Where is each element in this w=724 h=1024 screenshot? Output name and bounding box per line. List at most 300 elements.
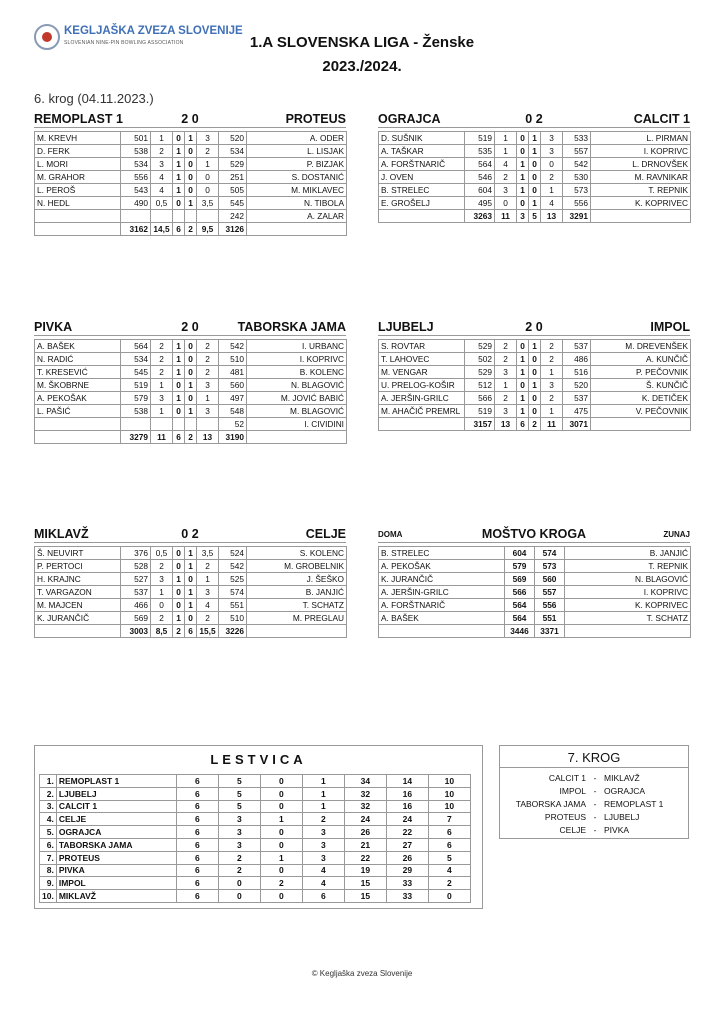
table-cell: 0 (173, 586, 185, 599)
standings-cell: 9. (40, 877, 57, 890)
logo-title: KEGLJAŠKA ZVEZA SLOVENIJE (64, 25, 243, 37)
total-cell: 2 (185, 223, 197, 236)
table-row (35, 392, 347, 405)
table-cell: A. BAŠEK (35, 340, 121, 353)
table-cell: 557 (563, 145, 591, 158)
standings-cell: IMPOL (56, 877, 176, 890)
table-cell: 528 (121, 560, 151, 573)
standings-cell: 0 (260, 864, 302, 877)
total-cell: 5 (529, 210, 541, 223)
table-cell: 1 (529, 340, 541, 353)
table-cell: 1 (173, 353, 185, 366)
standings-cell: 15 (344, 890, 386, 903)
table-cell: 0 (529, 184, 541, 197)
table-cell: I. URBANC (247, 340, 347, 353)
next-away-team: REMOPLAST 1 (604, 799, 664, 809)
table-cell: 574 (219, 586, 247, 599)
table-cell: 1 (173, 171, 185, 184)
table-cell: 0 (517, 197, 529, 210)
total-cell: 3190 (219, 431, 247, 444)
pair-dash: - (593, 799, 597, 809)
total-cell: 13 (495, 418, 517, 431)
pair-dash: - (593, 812, 597, 822)
logo-subtitle: SLOVENIAN NINE-PIN BOWLING ASSOCIATION (64, 40, 184, 46)
standings-cell: 0 (428, 890, 470, 903)
table-cell: 0 (517, 340, 529, 353)
table-cell: M. AHAČIČ PREMRL (379, 405, 465, 418)
total-row (35, 431, 347, 444)
table-cell: 551 (535, 612, 565, 625)
away-team: IMPOL (650, 320, 690, 334)
table-cell (247, 223, 347, 236)
table-cell: A. JERŠIN-GRILC (379, 586, 505, 599)
standings-cell: 32 (344, 800, 386, 813)
table-cell: 4 (495, 158, 517, 171)
table-row (379, 158, 691, 171)
standings-cell: 2 (218, 864, 260, 877)
standings-cell: 5 (218, 800, 260, 813)
match-header (34, 110, 346, 128)
table-cell: 537 (121, 586, 151, 599)
standings-cell: PIVKA (56, 864, 176, 877)
table-cell: 497 (219, 392, 247, 405)
table-cell: 535 (465, 145, 495, 158)
table-cell: 524 (219, 547, 247, 560)
table-cell: 1 (529, 132, 541, 145)
table-cell: 1 (197, 573, 219, 586)
table-cell: 242 (219, 210, 247, 223)
divider (500, 767, 688, 768)
standings-cell: MIKLAVŽ (56, 890, 176, 903)
standings-cell: 22 (386, 826, 428, 839)
standings-cell: 6 (428, 826, 470, 839)
table-cell: M. MIKLAVEC (247, 184, 347, 197)
standings-cell: 7 (428, 813, 470, 826)
standings-cell: 3 (218, 813, 260, 826)
table-cell: 4 (151, 171, 173, 184)
table-cell: M. DREVENŠEK (591, 340, 691, 353)
table-cell: T. LAHOVEC (379, 353, 465, 366)
table-cell: 1 (517, 405, 529, 418)
table-cell: V. PEČOVNIK (591, 405, 691, 418)
table-cell: 0 (185, 612, 197, 625)
table-cell: 1 (517, 158, 529, 171)
table-cell: 573 (563, 184, 591, 197)
table-row (379, 132, 691, 145)
total-cell: 2 (173, 625, 185, 638)
away-team: PROTEUS (285, 112, 346, 126)
table-cell: I. KOPRIVC (591, 145, 691, 158)
table-cell: 0 (529, 366, 541, 379)
match-score: 0 2 (181, 527, 199, 541)
table-row (35, 184, 347, 197)
standings-cell: 4 (302, 877, 344, 890)
table-cell: I. KOPRIVC (247, 353, 347, 366)
table-cell: 466 (121, 599, 151, 612)
table-row (379, 379, 691, 392)
standings-cell: 2 (428, 877, 470, 890)
match-score: 0 2 (525, 112, 543, 126)
table-cell (35, 210, 121, 223)
table-cell: 2 (151, 560, 173, 573)
table-cell: 1 (151, 405, 173, 418)
table-cell: 495 (465, 197, 495, 210)
table-cell: K. JURANČIČ (379, 573, 505, 586)
table-cell: 1 (185, 379, 197, 392)
table-cell: A. JERŠIN-GRILC (379, 392, 465, 405)
table-row (35, 405, 347, 418)
table-cell (379, 418, 465, 431)
table-cell: 537 (563, 392, 591, 405)
table-row (35, 145, 347, 158)
standings-cell: CALCIT 1 (56, 800, 176, 813)
table-cell: 542 (219, 560, 247, 573)
table-cell: N. RADIĆ (35, 353, 121, 366)
match-header (378, 318, 690, 336)
table-cell (35, 625, 121, 638)
total-cell: 13 (541, 210, 563, 223)
table-cell: 604 (465, 184, 495, 197)
table-cell: 0 (541, 158, 563, 171)
table-row (379, 366, 691, 379)
table-row (35, 573, 347, 586)
total-cell: 3226 (219, 625, 247, 638)
standings-cell: 8. (40, 864, 57, 877)
home-team: LJUBELJ (378, 320, 434, 334)
total-cell: 3157 (465, 418, 495, 431)
standings-cell: 6 (176, 813, 218, 826)
standings-cell: 10 (428, 775, 470, 788)
table-cell: P. PEČOVNIK (591, 366, 691, 379)
table-cell: Š. KUNČIČ (591, 379, 691, 392)
table-cell: K. DETIČEK (591, 392, 691, 405)
next-round-title: 7. KROG (567, 750, 621, 765)
table-cell: 0 (185, 573, 197, 586)
table-row (379, 599, 691, 612)
table-cell: D. SUŠNIK (379, 132, 465, 145)
table-cell: 1 (185, 586, 197, 599)
standings-cell: 0 (260, 826, 302, 839)
table-cell: M. GROBELNIK (247, 560, 347, 573)
table-cell: 0 (529, 405, 541, 418)
standings-cell: 3. (40, 800, 57, 813)
standings-cell: 16 (386, 787, 428, 800)
table-cell: 0 (517, 379, 529, 392)
table-cell: 537 (563, 340, 591, 353)
table-cell: 3 (541, 145, 563, 158)
standings-row (40, 813, 471, 826)
table-cell: 0 (151, 599, 173, 612)
table-cell: M. KREVH (35, 132, 121, 145)
table-cell: J. OVEN (379, 171, 465, 184)
table-cell: 560 (219, 379, 247, 392)
table-cell: 2 (197, 612, 219, 625)
standings-row (40, 851, 471, 864)
total-row (379, 210, 691, 223)
table-cell: 520 (563, 379, 591, 392)
table-cell: 0 (517, 145, 529, 158)
table-cell: T. REPNIK (591, 184, 691, 197)
table-cell: 1 (495, 132, 517, 145)
standings-cell: 4 (302, 864, 344, 877)
table-cell: I. CIVIDINI (247, 418, 347, 431)
standings-cell: 26 (386, 851, 428, 864)
match-header (34, 318, 346, 336)
standings-cell: 14 (386, 775, 428, 788)
table-cell: 557 (535, 586, 565, 599)
standings-cell: 1 (260, 851, 302, 864)
table-cell: L. PEROŠ (35, 184, 121, 197)
table-cell: 1 (151, 379, 173, 392)
table-cell: 510 (219, 612, 247, 625)
table-cell: 2 (495, 340, 517, 353)
standings-cell: 16 (386, 800, 428, 813)
table-cell: 542 (563, 158, 591, 171)
table-cell: 569 (121, 612, 151, 625)
total-cell: 3371 (535, 625, 565, 638)
table-row (35, 197, 347, 210)
table-cell: 2 (495, 353, 517, 366)
table-cell: 1 (517, 171, 529, 184)
home-team: MIKLAVŽ (34, 527, 89, 541)
next-round-panel (499, 745, 689, 839)
table-cell: I. KOPRIVC (565, 586, 691, 599)
standings-title: LESTVICA (210, 752, 307, 767)
total-cell: 2 (185, 431, 197, 444)
table-cell: 533 (563, 132, 591, 145)
standings-cell: 5. (40, 826, 57, 839)
table-cell: 3,5 (197, 197, 219, 210)
table-cell: 0 (173, 132, 185, 145)
table-row (379, 560, 691, 573)
total-cell: 3279 (121, 431, 151, 444)
table-cell: S. ROVTAR (379, 340, 465, 353)
table-cell: B. STRELEC (379, 547, 505, 560)
table-cell: A. ZALAR (247, 210, 347, 223)
table-cell: M. JOVIĆ BABIĆ (247, 392, 347, 405)
footer: © Kegljaška zveza Slovenije (311, 969, 413, 978)
total-cell: 14,5 (151, 223, 173, 236)
table-cell: 560 (535, 573, 565, 586)
match-table (34, 546, 347, 638)
table-cell: 564 (505, 612, 535, 625)
away-team: CALCIT 1 (633, 112, 690, 126)
table-cell: 564 (465, 158, 495, 171)
table-cell: 1 (197, 392, 219, 405)
table-cell: 564 (505, 599, 535, 612)
standings-row (40, 826, 471, 839)
table-cell: 2 (151, 145, 173, 158)
table-cell: 534 (121, 353, 151, 366)
home-team: PIVKA (34, 320, 73, 334)
match-table (34, 131, 347, 236)
standings-row (40, 890, 471, 903)
table-cell (121, 418, 151, 431)
total-cell: 11 (541, 418, 563, 431)
table-cell: 4 (151, 184, 173, 197)
table-cell: 0 (173, 547, 185, 560)
table-cell: H. KRAJNC (35, 573, 121, 586)
table-row (379, 612, 691, 625)
table-cell: 1 (541, 184, 563, 197)
table-cell: M. BLAGOVIĆ (247, 405, 347, 418)
total-cell: 11 (495, 210, 517, 223)
away-team: CELJE (305, 527, 346, 541)
table-row (379, 392, 691, 405)
standings-cell: 1. (40, 775, 57, 788)
team-of-round-table (378, 546, 691, 638)
standings-cell: 0 (260, 890, 302, 903)
table-cell: B. JANJIĆ (565, 547, 691, 560)
table-cell: 475 (563, 405, 591, 418)
total-cell: 6 (517, 418, 529, 431)
table-cell: B. STRELEC (379, 184, 465, 197)
table-cell (35, 431, 121, 444)
table-cell: 0,5 (151, 547, 173, 560)
standings-cell: 10. (40, 890, 57, 903)
table-row (379, 353, 691, 366)
table-cell: 512 (465, 379, 495, 392)
total-cell: 3291 (563, 210, 591, 223)
table-cell: 0 (185, 171, 197, 184)
table-row (35, 560, 347, 573)
standings-cell: 27 (386, 838, 428, 851)
table-cell: 569 (505, 573, 535, 586)
table-cell: 2 (151, 612, 173, 625)
table-cell: N. BLAGOVIĆ (247, 379, 347, 392)
standings-cell: 29 (386, 864, 428, 877)
table-row (379, 586, 691, 599)
table-cell: 520 (219, 132, 247, 145)
table-cell: 548 (219, 405, 247, 418)
table-cell: 1 (173, 366, 185, 379)
match-table (34, 339, 347, 444)
table-cell: A. PEKOŠAK (35, 392, 121, 405)
total-cell: 11 (151, 431, 173, 444)
table-cell: 510 (219, 353, 247, 366)
table-cell: T. SCHATZ (565, 612, 691, 625)
standings-table (39, 774, 471, 903)
table-cell: 566 (505, 586, 535, 599)
match-header (34, 525, 346, 543)
table-cell: 0 (173, 405, 185, 418)
total-cell: 3 (517, 210, 529, 223)
away-team: TABORSKA JAMA (237, 320, 346, 334)
table-cell: 556 (121, 171, 151, 184)
standings-row (40, 864, 471, 877)
table-cell: 2 (541, 340, 563, 353)
standings-cell: 6 (176, 775, 218, 788)
table-cell: S. KOLENC (247, 547, 347, 560)
table-cell: 4 (197, 599, 219, 612)
table-cell: 3 (151, 392, 173, 405)
table-cell: 2 (541, 171, 563, 184)
table-cell: 52 (219, 418, 247, 431)
total-row (379, 625, 691, 638)
total-cell: 2 (529, 418, 541, 431)
standings-cell: 0 (260, 800, 302, 813)
table-cell: 490 (121, 197, 151, 210)
table-cell: T. VARGAZON (35, 586, 121, 599)
standings-cell: 4 (428, 864, 470, 877)
table-cell: A. KUNČIČ (591, 353, 691, 366)
standings-cell: 4. (40, 813, 57, 826)
standings-cell: 3 (302, 851, 344, 864)
table-cell (173, 418, 185, 431)
table-cell (185, 210, 197, 223)
standings-cell: 6 (302, 890, 344, 903)
table-cell (565, 625, 691, 638)
standings-cell: PROTEUS (56, 851, 176, 864)
standings-row (40, 775, 471, 788)
table-cell: B. KOLENC (247, 366, 347, 379)
table-cell: 1 (185, 599, 197, 612)
table-cell: 543 (121, 184, 151, 197)
table-cell: T. KRESEVIĆ (35, 366, 121, 379)
table-cell: 2 (541, 353, 563, 366)
table-cell: 1 (173, 612, 185, 625)
table-cell: 2 (197, 353, 219, 366)
pair-dash: - (593, 773, 597, 783)
table-cell: 1 (185, 197, 197, 210)
total-cell: 3126 (219, 223, 247, 236)
table-cell: 1 (541, 366, 563, 379)
table-cell: 529 (465, 340, 495, 353)
table-cell: K. JURANČIČ (35, 612, 121, 625)
table-cell (151, 418, 173, 431)
table-cell (247, 431, 347, 444)
standings-cell: 33 (386, 877, 428, 890)
table-cell: 505 (219, 184, 247, 197)
table-cell: L. LISJAK (247, 145, 347, 158)
table-cell: B. JANJIĆ (247, 586, 347, 599)
table-cell: 1 (173, 145, 185, 158)
total-cell: 3003 (121, 625, 151, 638)
table-cell: 556 (563, 197, 591, 210)
table-cell: 2 (541, 392, 563, 405)
table-cell: 566 (465, 392, 495, 405)
table-row (379, 171, 691, 184)
standings-cell: 0 (260, 838, 302, 851)
standings-row (40, 838, 471, 851)
table-cell: 0 (529, 353, 541, 366)
table-cell: 3 (151, 573, 173, 586)
table-cell: 0 (529, 158, 541, 171)
table-row (379, 145, 691, 158)
table-cell: 556 (535, 599, 565, 612)
table-row (35, 599, 347, 612)
table-row (35, 366, 347, 379)
standings-cell: 3 (218, 838, 260, 851)
table-cell: A. ODER (247, 132, 347, 145)
standings-cell: 1 (302, 787, 344, 800)
table-cell (379, 210, 465, 223)
table-cell: 3,5 (197, 547, 219, 560)
standings-cell: 10 (428, 800, 470, 813)
standings-cell: 24 (386, 813, 428, 826)
total-row (35, 625, 347, 638)
table-cell: 502 (465, 353, 495, 366)
table-cell: 2 (197, 366, 219, 379)
table-cell: M. ŠKOBRNE (35, 379, 121, 392)
table-cell (379, 625, 505, 638)
standings-cell: 10 (428, 787, 470, 800)
table-cell: 519 (465, 405, 495, 418)
table-cell: J. ŠEŠKO (247, 573, 347, 586)
table-cell: 546 (465, 171, 495, 184)
table-cell (197, 418, 219, 431)
standings-cell: OGRAJCA (56, 826, 176, 839)
